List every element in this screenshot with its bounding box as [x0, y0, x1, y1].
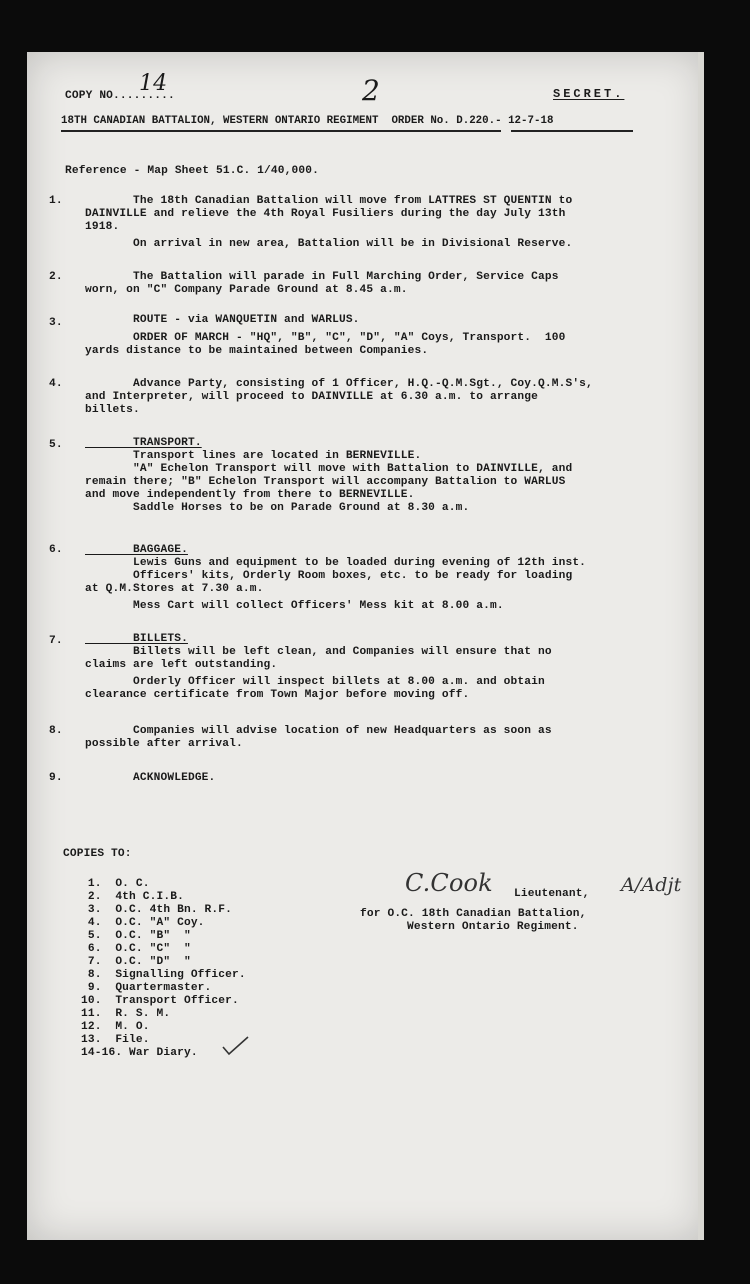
- para-line: billets.: [85, 404, 140, 416]
- map-reference: Reference - Map Sheet 51.C. 1/40,000.: [65, 165, 319, 177]
- signature-line1: for O.C. 18th Canadian Battalion,: [360, 908, 587, 920]
- para-line: and move independently from there to BERNEVILLE.: [85, 489, 415, 501]
- copies-item: 10. Transport Officer.: [81, 995, 239, 1007]
- para-line: yards distance to be maintained between Companies.: [85, 345, 429, 357]
- classification: SECRET.: [553, 87, 625, 101]
- para-number: 1.: [49, 195, 63, 207]
- para-number: 7.: [49, 635, 63, 647]
- copies-item: 12. M. O.: [81, 1021, 150, 1033]
- copies-item: 2. 4th C.I.B.: [81, 891, 184, 903]
- para-line: ACKNOWLEDGE.: [85, 772, 216, 784]
- para-line: Saddle Horses to be on Parade Ground at 8.30 a.m.: [85, 502, 470, 514]
- section-heading-baggage: BAGGAGE.: [85, 544, 188, 556]
- copies-item: 5. O.C. "B" ": [81, 930, 191, 942]
- copies-item: 4. O.C. "A" Coy.: [81, 917, 205, 929]
- para-line: On arrival in new area, Battalion will be in Divisional Reserve.: [85, 238, 573, 250]
- copies-item: 14-16. War Diary.: [81, 1047, 198, 1059]
- copies-item: 6. O.C. "C" ": [81, 943, 191, 955]
- para-line: "A" Echelon Transport will move with Battalion to DAINVILLE, and: [85, 463, 573, 475]
- para-number: 2.: [49, 271, 63, 283]
- copies-item: 13. File.: [81, 1034, 150, 1046]
- para-line: The 18th Canadian Battalion will move from LATTRES ST QUENTIN to: [85, 195, 573, 207]
- paper-edge: [698, 52, 704, 1240]
- signature-handwritten: C.Cook: [405, 869, 493, 897]
- para-line: clearance certificate from Town Major before moving off.: [85, 689, 470, 701]
- section-heading-transport: TRANSPORT.: [85, 437, 202, 449]
- para-line: Advance Party, consisting of 1 Officer, H.Q.-Q.M.Sgt., Coy.Q.M.S's,: [85, 378, 593, 390]
- para-line: Billets will be left clean, and Companies will ensure that no: [85, 646, 552, 658]
- section-heading-billets: BILLETS.: [85, 633, 188, 645]
- tick-mark-icon: [221, 1035, 251, 1057]
- para-number: 3.: [49, 317, 63, 329]
- para-line: Officers' kits, Orderly Room boxes, etc. to be ready for loading: [85, 570, 573, 582]
- copies-item: 7. O.C. "D" ": [81, 956, 191, 968]
- copies-item: 1. O. C.: [81, 878, 150, 890]
- para-line: at Q.M.Stores at 7.30 a.m.: [85, 583, 264, 595]
- para-number: 4.: [49, 378, 63, 390]
- para-line: ROUTE - via WANQUETIN and WARLUS.: [85, 314, 360, 326]
- para-line: DAINVILLE and relieve the 4th Royal Fusiliers during the day July 13th: [85, 208, 566, 220]
- copies-item: 3. O.C. 4th Bn. R.F.: [81, 904, 232, 916]
- para-line: worn, on "C" Company Parade Ground at 8.45 a.m.: [85, 284, 408, 296]
- para-line: The Battalion will parade in Full Marching Order, Service Caps: [85, 271, 559, 283]
- para-line: ORDER OF MARCH - "HQ", "B", "C", "D", "A" Coys, Transport. 100: [85, 332, 566, 344]
- para-number: 6.: [49, 544, 63, 556]
- para-line: Orderly Officer will inspect billets at 8.00 a.m. and obtain: [85, 676, 545, 688]
- signature-rank: Lieutenant,: [514, 888, 590, 900]
- copies-item: 9. Quartermaster.: [81, 982, 212, 994]
- order-number-underline: [511, 130, 633, 132]
- page-number-handwritten: 2: [362, 74, 380, 107]
- para-line: Transport lines are located in BERNEVILLE.: [85, 450, 422, 462]
- para-line: Lewis Guns and equipment to be loaded during evening of 12th inst.: [85, 557, 587, 569]
- copies-item: 11. R. S. M.: [81, 1008, 171, 1020]
- signature-line2: Western Ontario Regiment.: [407, 921, 579, 933]
- copy-number: COPY NO.........: [65, 90, 175, 102]
- para-line: remain there; "B" Echelon Transport will accompany Battalion to WARLUS: [85, 476, 566, 488]
- para-number: 9.: [49, 772, 63, 784]
- document-page: [27, 52, 704, 1240]
- order-title: 18TH CANADIAN BATTALION, WESTERN ONTARIO REGIMENT ORDER No. D.220.- 12-7-18: [61, 115, 554, 127]
- copy-number-handwritten: 14: [139, 71, 168, 96]
- rank-handwritten: A/Adjt: [621, 874, 682, 896]
- para-number: 5.: [49, 439, 63, 451]
- copies-item: 8. Signalling Officer.: [81, 969, 246, 981]
- para-line: Companies will advise location of new Headquarters as soon as: [85, 725, 552, 737]
- para-line: and Interpreter, will proceed to DAINVILLE at 6.30 a.m. to arrange: [85, 391, 538, 403]
- copies-heading: COPIES TO:: [63, 848, 132, 860]
- title-underline: [61, 130, 501, 132]
- para-line: claims are left outstanding.: [85, 659, 278, 671]
- para-line: Mess Cart will collect Officers' Mess kit at 8.00 a.m.: [85, 600, 504, 612]
- para-line: 1918.: [85, 221, 120, 233]
- para-line: possible after arrival.: [85, 738, 243, 750]
- para-number: 8.: [49, 725, 63, 737]
